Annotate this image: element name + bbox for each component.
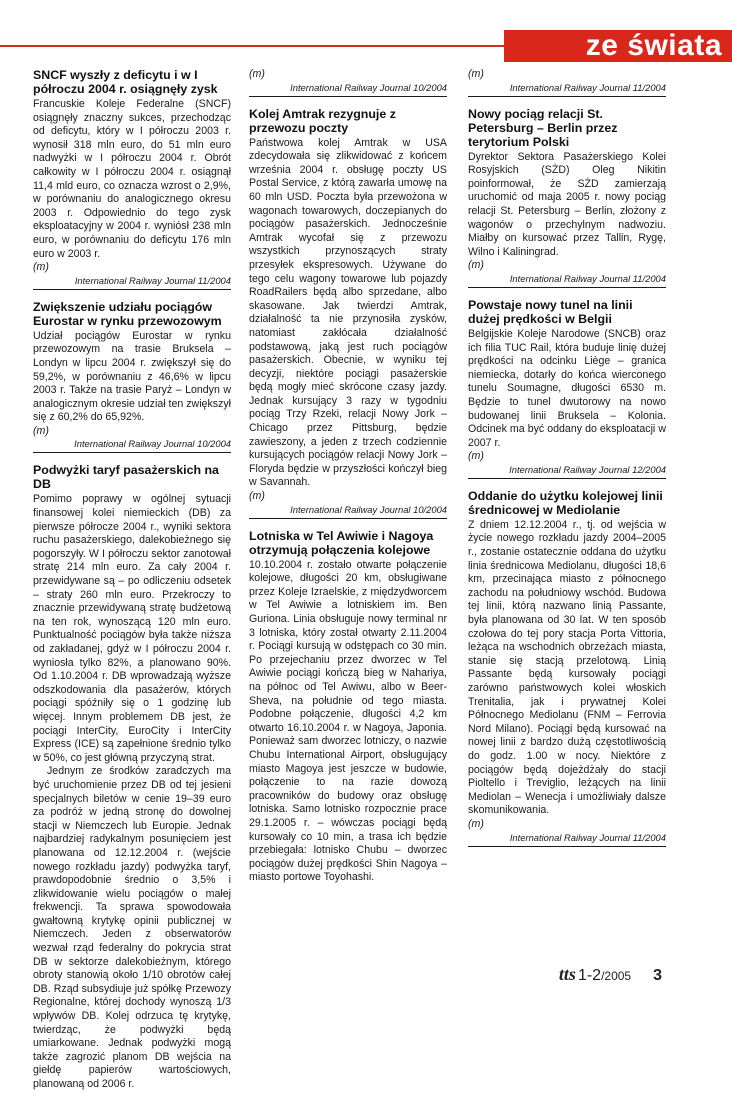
article-title: SNCF wyszły z deficytu i w I półroczu 2004 r. osiągnęły zysk [33, 68, 218, 96]
article-signature: (m) [468, 68, 484, 80]
article-db-fares-end [249, 68, 447, 97]
article-body: Belgijskie Koleje Narodowe (SNCB) oraz ich filia TUC Rail, która buduje linię dużej prędkości na odcinku Liège – granica niemiecka, dotarły do końca wierconego tunelu Soumagne, długości 6530 m. Będzie to tunel dwutorowy na nowo budowanej linii Bruksela – Kolonia. Odcinek ma być oddany do eksploatacji w 2007 r. [468, 327, 666, 449]
article-source: International Railway Journal 11/2004 [468, 82, 666, 97]
article-source: International Railway Journal 10/2004 [249, 504, 447, 519]
article-body: Dyrektor Sektora Pasażerskiego Kolei Rosyjskich (SŻD) Oleg Nikitin poinformował, że SŻD zamierzają uruchomić od maja 2005 r. nowy pociąg relacji St. Petersburg – Berlin, złożony z wagonów o przechylnym nadwoziu. Miałby on kursować przez Tallin, Rygę, Wilno i Kaliningrad. [468, 150, 666, 258]
article-title: Powstaje nowy tunel na linii dużej prędkości w Belgii [468, 297, 633, 326]
article-body: Państwowa kolej Amtrak w USA zdecydowała się zlikwidować z końcem września 2004 r. obsługę poczty US Postal Service, z którą zawarła umowę na 60 mln USD. Poczta była przewożona w wagonach towarowych, doczepianych do pociągów pasażerskich. Jednocześnie Amtrak wycofał się z przewozu wszystkich przynoszących straty przesyłek ekspresowych. Używane do tego celu wagony towarowe lub pojazdy RoadRailers będą albo sprzedane, albo skasowane. Jak twierdzi Amtrak, działalność ta nie przynosiła zysków, natomiast zakłócała działalność podstawową, jaką jest ruch pociągów pasażerskich. Obecnie, w wyniku tej decyzji, niektóre pociągi pasażerskie będą mogły mieć skrócone czasy jazdy. Jednak kursujący 3 razy w tygodniu pociąg Trzy Rzeki, relacji Nowy Jork – Chicago przez Pittsburg, będzie zawieszony, a jeden z trzech codziennie kursujących pociągów relacji Nowy Jork – Floryda będzie w przyszłości kończył bieg w Savannah. [249, 136, 447, 489]
article-signature: (m) [249, 490, 265, 503]
article-tel-aviv-nagoya-end [468, 68, 666, 97]
column-2 [249, 68, 447, 895]
article-body: 10.10.2004 r. zostało otwarte połączenie kolejowe, długości 20 km, obsługiwane przez Koleje Izraelskie, z międzydworcem w Tel Awiwie a lotniskiem im. Ben Guriona. Linia obsługuje nowy terminal nr 3 lotniska, który został otwarty 2.11.2004 r. Pociągi kursują w odstępach co 30 min. Po przejechaniu przez dworzec w Tel Awiwie pociągi kończą bieg w Nahariya, na północ od Tel Awiwu, albo w Beer-Sheva, na południe od tego miasta. Podobne połączenie, długości 4,2 km otwarto 16.10.2004 r. w Nagoya, Japonia. Ponieważ sam dworzec lotniczy, o nazwie Chubu International Airport, obsługujący miasto Magoya jest jeszcze w budowie, połączenie to na razie dowozą pracowników do budowy oraz obsługę lotniska. Samo lotnisko rozpocznie prace 29.1.2005 r. – wówczas pociągi będą kursowały co 10 min, a trasa ich będzie przebiegała: lotnisko Chubu – dworzec pociągów dużej prędkości Shin Nagoya – miasto portowe Toyohashi. [249, 558, 447, 884]
article-belgium-tunnel [468, 298, 666, 479]
article-signature: (m) [33, 424, 49, 437]
article-title: Podwyżki taryf pasażerskich na DB [33, 463, 219, 492]
article-tel-aviv-nagoya [249, 529, 447, 885]
article-body-part: Jednym ze środków zaradczych ma być uruchomienie przez DB od tej jesieni specjalnych biletów w cenie 19–39 euro za podróż w jedną stronę do dowolnej stacji w Niemczech lub Europie. Jednak najbardziej radykalnym posunięciem jest planowana od 12.12.2004 r. (wejście nowego rozkładu jazdy) podwyżka taryf, prawdopodobnie średnio o 3,5% i zlikwidowanie wielu pociągów o małej frekwencji. Ta sprawa spowodowała gwałtowną krytykę opinii publicznej w Niemczech. Jeden z obserwatorów wezwał rząd federalny do pokrycia strat DB w sektorze dalekobieżnym, którego obroty stanowią około 1/10 obrotów całej DB. Rząd subsydiuje już spółkę Przewozy Regionalne, której dochody wynoszą 1/3 wpływów DB. Kolej odrzuca tę krytykę, twierdząc, że podwyżki będą umiarkowane. Jednak podwyżki mogą także zagrozić planom DB wejścia na giełdę papierów wartościowych, planowaną od 2006 r. [33, 765, 231, 1090]
header-rule [0, 45, 504, 47]
article-source: International Railway Journal 11/2004 [33, 275, 231, 290]
article-eurostar [33, 300, 231, 454]
page-number: 3 [653, 967, 662, 984]
page-footer [559, 964, 662, 985]
article-db-fares [33, 463, 231, 1091]
article-source: International Railway Journal 10/2004 [249, 82, 447, 97]
article-body: Z dniem 12.12.2004 r., tj. od wejścia w życie nowego rozkładu jazdy 2004–2005 r., zostanie ostatecznie oddana do użytku linia średnicowa Mediolanu, długości 18,6 km, przecinająca miasto z północnego zachodu na południowy wschód. Budowa tej linii, którą nazwano linią Passante, była planowana od 30 lat. W ten sposób czołowa do tej pory stacja Porta Vittoria, leżąca na wschodnich obrzeżach miasta, stanie się stacją przelotową. Linią Passante będą kursowały pociągi zarówno państwowych kolei włoskich Trenitalia, jak i prywatnej Kolei Północnego Mediolanu (FNM – Ferrovia Nord Milano). Pociągi będą kursować na nowej linii z bardzo dużą częstotliwością do godz. 1.00 w nocy. Niektóre z pociągów będą dojeżdżały do stacji Pioltello i Treviglio, leżących na linii Mediolan – Wenecja i umożliwiały dalsze skomunikowania. [468, 518, 666, 817]
column-1 [33, 68, 231, 1102]
article-signature: (m) [468, 259, 484, 272]
article-source: International Railway Journal 11/2004 [468, 273, 666, 288]
column-3 [468, 68, 666, 857]
article-title: Zwiększenie udziału pociągów Eurostar w rynku przewozowym [33, 299, 222, 328]
article-sncf [33, 68, 231, 290]
article-title: Oddanie do użytku kolejowej linii średnicowej w Mediolanie [468, 488, 663, 517]
magazine-logo: tts [558, 964, 576, 984]
article-signature: (m) [468, 450, 484, 463]
article-source: International Railway Journal 12/2004 [468, 464, 666, 479]
issue-number: 1-2 [577, 967, 602, 984]
article-amtrak [249, 107, 447, 519]
article-body: Pomimo poprawy w ogólnej sytuacji finansowej kolei niemieckich (DB) za pierwsze półrocze 2004 r., wyniki sektora ruchu pasażerskiego, dalekobieżnego się pogorszyły. W I półroczu sektor zanotował stratę 214 mln euro. Za cały 2004 r. przewidywane są – po odliczeniu odsetek – straty 260 mln euro. Przekroczy to znacznie przewidywaną stratę budżetową na ten rok, wynoszącą 120 mln euro. Punktualność pociągów była także niższa od zakładanej, gdyż w I półroczu 2004 r. wyniosła tylko 82%, a planowano 90%. Od 1.10.2004 r. DB wprowadzają wyższe odszkodowania dla pasażerów, których pociągi spóźniły się o 1 godzinę lub więcej. Innym problemem DB jest, że pociągi InterCity, EuroCity i InterCity Express (ICE) są zapełnione średnio tylko w 50%, co jest główną przyczyną strat. [33, 493, 231, 764]
article-signature: (m) [249, 68, 265, 80]
article-signature: (m) [33, 261, 49, 274]
article-body: Francuskie Koleje Federalne (SNCF) osiągnęły znaczny sukces, przechodząc od deficytu, który w I półroczu 2003 r. wynosił 318 mln euro, do 51 mln euro nadwyżki w I półroczu 2004 r. Obrót całkowity w I półroczu 2004 r. osiągnął 11,4 mld euro, co oznacza wzrost o 2,9%, w porównaniu do analogicznego okresu 2003 r. Odpowiednio do tego zysk eksploatacyjny w 2004 r. wyniósł 238 mln euro, w porównaniu do deficytu 176 mln euro w 2003 r. [33, 98, 231, 260]
article-body-continued [33, 765, 231, 1091]
article-source: International Railway Journal 11/2004 [468, 832, 666, 847]
section-header [0, 30, 732, 62]
article-milan-line [468, 489, 666, 847]
article-title: Nowy pociąg relacji St. Petersburg – Berlin przez terytorium Polski [468, 106, 618, 149]
section-title: ze świata [504, 30, 732, 62]
issue-year: /2005 [601, 969, 632, 983]
article-signature: (m) [468, 817, 484, 830]
article-st-petersburg-berlin [468, 107, 666, 288]
article-source: International Railway Journal 10/2004 [33, 438, 231, 453]
article-body: Udział pociągów Eurostar w rynku przewozowym na trasie Bruksela – Londyn w lipcu 2004 r. zwiększył się do 59,2%, w porównaniu z 46,6% w lipcu 2003 r. Także na trasie Paryż – Londyn w analogicznym okresie udział ten zwiększył się z 60,2% do 65,92%. [33, 329, 231, 424]
article-title: Kolej Amtrak rezygnuje z przewozu poczty [249, 106, 396, 135]
article-title: Lotniska w Tel Awiwie i Nagoya otrzymują połączenia kolejowe [249, 528, 434, 557]
